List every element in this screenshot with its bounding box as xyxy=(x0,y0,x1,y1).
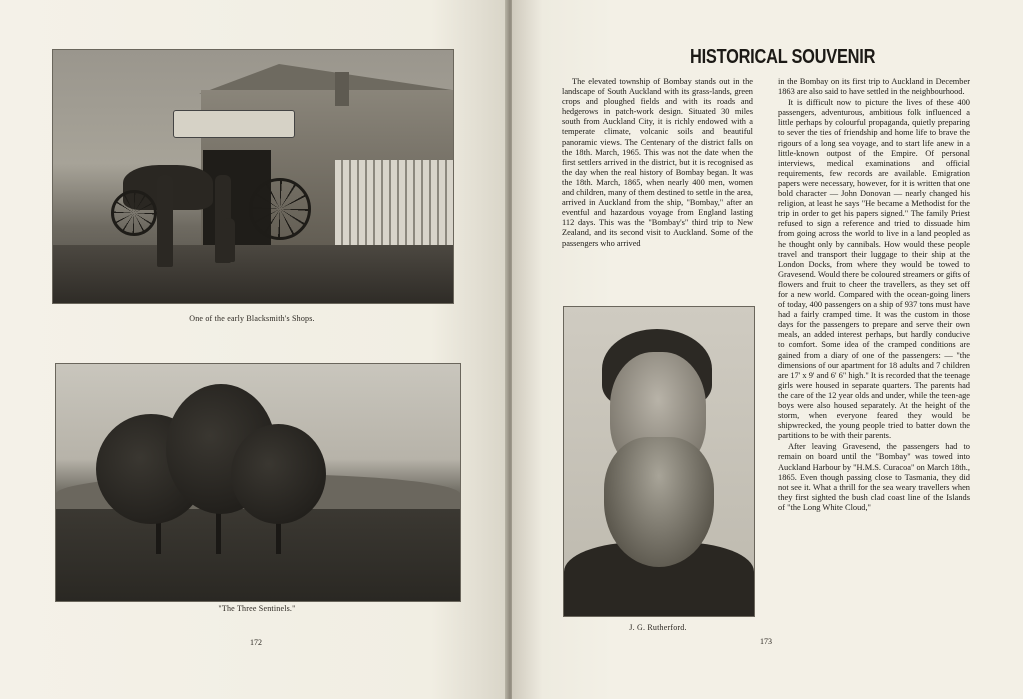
blacksmith-shop-photo xyxy=(52,49,454,304)
column-2-paragraph: in the Bombay on its first trip to Auckland in December 1863 are also said to have settled in the neighbourhood. xyxy=(778,77,970,97)
page-number-right: 173 xyxy=(760,637,772,646)
three-sentinels-caption: "The Three Sentinels." xyxy=(218,604,296,613)
portrait-caption: J. G. Rutherford. xyxy=(629,623,687,632)
left-page xyxy=(0,0,507,699)
article-title: HISTORICAL SOUVENIR xyxy=(690,46,876,68)
article-column-2 xyxy=(778,77,970,639)
three-sentinels-photo xyxy=(55,363,461,602)
page-number-left: 172 xyxy=(250,638,262,647)
column-1-paragraph: The elevated township of Bombay stands out in the landscape of South Auckland with its grass-lands, green crops and ploughed fields and with its roads and hedgerows in patch-work design. Situated 30 miles south from Auckland City, it is richly endowed with a temperate climate, volcanic soils and beautiful panoramic views. The Centenary of the district falls on the 18th. March, 1965. This was not the date when the first settlers arrived in the district, but it is recognised as the day when the real history of Bombay began. It was the 18th. March, 1865, when nearly 400 men, women and children, many of them destined to settle in the area, arrived in Auckland from the ship, "Bombay," after an eventful and hazardous voyage from England lasting 112 days. This was the "Bombay's" third trip to New Zealand, and its second visit to Auckland. Some of the passengers who arrived xyxy=(562,77,753,248)
column-2-paragraph: After leaving Gravesend, the passengers had to remain on board until the "Bombay" was towed into Auckland Harbour by "H.M.S. Curacoa" on March 18th., 1865. Even though passing close to Tasmania, they did not see it. What a thrill for the sea weary travellers when they first sighted the bush clad coast line of the Islands of "the Long White Cloud," xyxy=(778,442,970,512)
portrait-photo xyxy=(563,306,755,617)
article-column-1 xyxy=(562,77,753,293)
blacksmith-caption: One of the early Blacksmith's Shops. xyxy=(189,314,315,323)
column-2-paragraph: It is difficult now to picture the lives of these 400 passengers, adventurous, ambitious folk influenced a little perhaps by colourful propaganda, quietly preparing to sever the ties of friendship and home life to brave the rigours of a long sea voyage, and to start life anew in a little-known outpost of the Empire. Of personal interviews, medical examinations and official requirements, few records are available. Emigration papers were necessary, however, for it is written that one bold character — John Donovan — nearly changed his religion, at least he says "He became a Methodist for the trip in order to get his papers signed." The family Priest refused to sign a reference and tried to dissuade him from going across the world to live in a land peopled as he thought only by cannibals. How would these people travel and transport their luggage to their ship at the London Docks, from where they would be towed to Gravesend. Would there be coloured streamers or gifts of flowers and fruit to cheer the travellers, as they set off for a new world. Compared with the ocean-going liners of today, 400 passengers on a ship of 937 tons must have had a fairly cramped time. It was the custom in those days for the passengers to prepare and serve their own meals, an added interest perhaps, but hardly conducive to comfort. Some idea of the cramped conditions are gained from a diary of one of the passengers: — "the dimensions of our apartment for 18 adults and 7 children are 17' x 9' and 6' 6" high." It is recorded that the teenage girls were housed in separate quarters. The parents had the care of the 12 year olds and under, while the teen-age boys were also housed separately. At the height of the storm, when everyone feared they would be shipwrecked, the young people tried to batter down the partitions to be with their parents. xyxy=(778,98,970,441)
